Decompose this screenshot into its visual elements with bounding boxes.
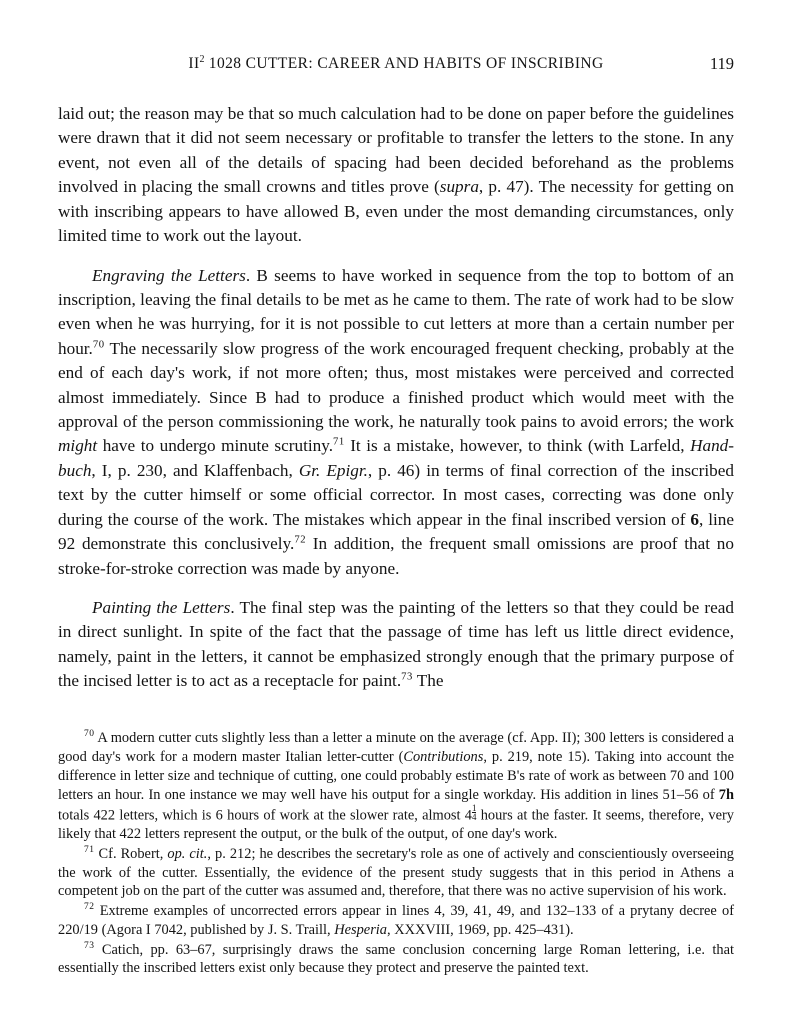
footnote-72-italic-a: Hesperia xyxy=(334,921,387,938)
footnotes-section xyxy=(58,729,734,978)
footnote-ref-72: 72 xyxy=(294,534,307,546)
running-head-title xyxy=(58,54,734,73)
paragraph-3-lead: Painting the Letters xyxy=(92,598,231,618)
footnote-70-text-b: , p. 219, note 15). Taking into account the difference in letter size and technique of cutting, one could probably estimate B's rate of work as between 70 and 100 letters an hour. In one instance we may well have his output for a single workday. His addition in lines 51–56 of xyxy=(58,749,734,803)
footnote-71 xyxy=(58,845,734,901)
paragraph-2-a: . B seems to have worked in sequence from the top to bottom of an inscription, leaving the final details to be met as he came to them. The rate of work had to be slow even when he was hurrying, for it is not possible to cut letters at more than a certain number per hour. xyxy=(58,265,734,358)
footnote-72-text-a: Extreme examples of uncorrected errors appear in lines 4, 39, 41, 49, and 132–133 of a prytany decree of 220/19 (Agora I 7042, published by J. S. Traill, xyxy=(58,903,734,938)
paragraph-1-text: laid out; the reason may be that so much calculation had to be done on paper before the guidelines were drawn that it did not seem necessary or profitable to transfer the letters to the stone. In any event, not even all of the details of spacing had been decided beforehand as the problems involved in placing the small crowns and titles prove (supra, p. 47). The necessity for getting on with inscribing appears to have allowed B, even under the most demanding circumstances, only limited time to work out the layout. xyxy=(58,104,734,246)
paragraph-2-grepigr: Gr. Epigr. xyxy=(298,460,368,480)
paragraph-2-d: It is a mistake, however, to think (with Larfeld, xyxy=(344,436,691,456)
footnote-70-text-c: totals 422 letters, which is 6 hours of work at the slower rate, almost 4 xyxy=(58,807,472,824)
footnote-72-text-b: , XXXVIII, 1969, pp. 425–431). xyxy=(387,921,574,938)
footnote-ref-71: 71 xyxy=(333,436,345,448)
paragraph-2-six: 6 xyxy=(690,509,699,529)
footnote-marker-70: 70 xyxy=(84,729,95,740)
paragraph-2-g: , line 92 demonstrate this conclusively. xyxy=(58,509,734,554)
footnote-73-text-a: Catich, pp. 63–67, surprisingly draws the same conclusion concerning large Roman lettering, i.e. that essentially the inscribed letters exist only because they protect and preserve the painted text. xyxy=(58,941,734,977)
footnote-marker-71: 71 xyxy=(84,845,95,856)
body-text xyxy=(58,102,734,694)
paragraph-3-a: . The final step was the painting of the letters so that they could be read in direct sunlight. In spite of the fact that the passage of time has left us little direct evidence, namely, paint in the letters, it cannot be emphasized strongly enough that the primary purpose of the incised letter is to act as a receptacle for paint. xyxy=(58,598,734,691)
footnote-70 xyxy=(58,729,734,844)
running-head-prefix: II xyxy=(188,55,200,73)
footnote-73 xyxy=(58,941,734,978)
footnote-71-italic-a: op. cit. xyxy=(167,845,208,862)
footnote-ref-73: 73 xyxy=(401,671,413,683)
paragraph-2-c: have to undergo minute scrutiny. xyxy=(97,436,333,456)
footnote-70-bold-a: 7h xyxy=(718,786,734,803)
paragraph-1 xyxy=(58,102,734,249)
paragraph-2 xyxy=(58,264,734,581)
footnote-71-text-b: , p. 212; he describes the secretary's role as one of actively and conscientiously overseeing the work of the cutter. Essentially, the evidence of the present study suggests that in this period in Athens a competent job on the part of the cutter was assumed and, therefore, that there was no active supervision of his work. xyxy=(58,845,734,900)
footnote-70-fraction: $\frac{1}{4}$ xyxy=(471,803,477,823)
paragraph-2-handbuch: Hand-buch xyxy=(58,436,734,480)
footnote-marker-72: 72 xyxy=(84,902,95,913)
footnote-70-text-d: hours at the faster. It seems, therefore, very likely that 422 letters represent the output, or the bulk of the output, of one day's work. xyxy=(58,807,734,843)
paragraph-2-f: , p. 46) in terms of final correction of the inscribed text by the cutter himself or some official corrector. In most cases, correcting was done only during the course of the work. The mistakes which appear in the final inscribed version of xyxy=(58,460,734,529)
paragraph-2-might: might xyxy=(58,436,98,456)
paragraph-3 xyxy=(58,596,734,694)
footnote-70-text-a: A modern cutter cuts slightly less than a letter a minute on the average (cf. App. II); 300 letters is considered a good day's work for a modern master Italian letter-cutter ( xyxy=(58,730,734,766)
paragraph-2-e: , I, p. 230, and Klaffenbach, xyxy=(91,460,299,480)
running-head-rest: 1028 CUTTER: CAREER AND HABITS OF INSCRIBING xyxy=(204,55,604,73)
paragraph-2-lead: Engraving the Letters xyxy=(92,265,246,285)
footnote-70-italic-a: Contributions xyxy=(403,749,484,766)
paragraph-2-h: In addition, the frequent small omissions are proof that no stroke-for-stroke correction was made by anyone. xyxy=(58,534,734,578)
running-head xyxy=(58,54,734,84)
page-number: 119 xyxy=(709,54,734,73)
paragraph-2-b: The necessarily slow progress of the work encouraged frequent checking, probably at the end of each day's work, if not more often; thus, most mistakes were perceived and corrected almost immediately. Since B had to produce a finished product which would meet with the approval of the person commissioning the work, he naturally took pains to avoid errors; the work xyxy=(58,338,734,432)
footnote-marker-73: 73 xyxy=(84,940,95,951)
footnote-ref-70: 70 xyxy=(92,339,105,351)
footnote-72 xyxy=(58,902,734,939)
footnote-71-text-a: Cf. Robert, xyxy=(98,845,168,862)
paragraph-3-b: The xyxy=(412,671,444,691)
running-head-superscript: 2 xyxy=(199,54,205,65)
